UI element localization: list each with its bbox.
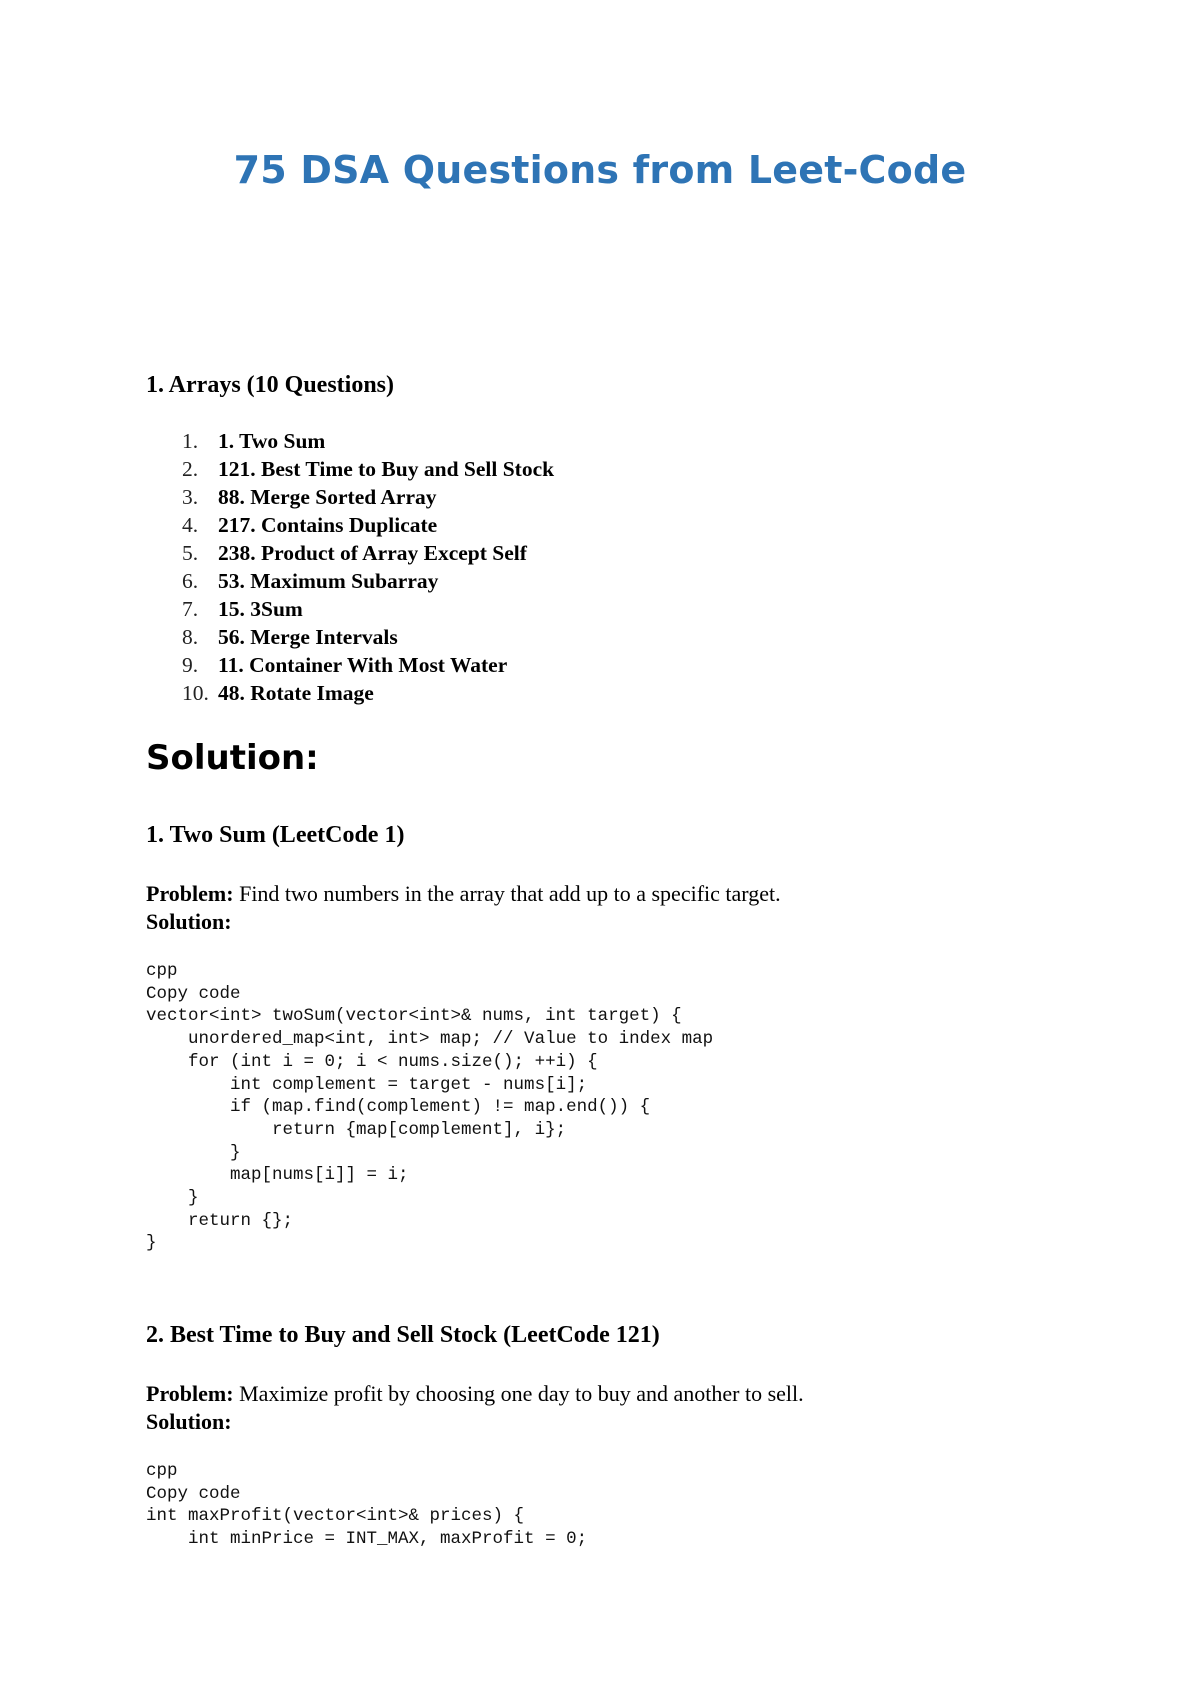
solution-title-two-sum: 1. Two Sum (LeetCode 1) xyxy=(146,822,405,848)
problem-text: Find two numbers in the array that add up to a specific target. xyxy=(239,881,781,906)
list-item xyxy=(146,679,554,707)
problem-label: Problem: xyxy=(146,1381,234,1406)
section-heading-arrays: 1. Arrays (10 Questions) xyxy=(146,372,394,398)
list-number: 9. xyxy=(182,653,199,677)
code-block: cpp Copy code vector<int> twoSum(vector<int>& nums, int target) { unordered_map<int, int> map; // Value to index map for (int i = 0; i < nums.size(); ++i) { int complement = target - nums[i]; if (map.find(complement) != map.end()) { return {map[complement], i}; } map[nums[i]] = i; } return {}; } xyxy=(146,961,714,1254)
list-item xyxy=(146,567,554,595)
problem-statement xyxy=(146,1380,804,1408)
list-item xyxy=(146,483,554,511)
list-number: 4. xyxy=(182,513,199,537)
question-title: 1. Two Sum xyxy=(218,429,326,453)
list-item xyxy=(146,455,554,483)
question-title: 48. Rotate Image xyxy=(218,681,374,705)
list-number: 1. xyxy=(182,429,199,453)
question-title: 53. Maximum Subarray xyxy=(218,569,439,593)
question-title: 11. Container With Most Water xyxy=(218,653,508,677)
question-title: 217. Contains Duplicate xyxy=(218,513,438,537)
question-title: 238. Product of Array Except Self xyxy=(218,541,527,565)
document-title: 75 DSA Questions from Leet-Code xyxy=(233,148,967,192)
list-number: 3. xyxy=(182,485,199,509)
question-title: 121. Best Time to Buy and Sell Stock xyxy=(218,457,555,481)
solution-label: Solution: xyxy=(146,909,232,934)
list-item xyxy=(146,595,554,623)
question-title: 88. Merge Sorted Array xyxy=(218,485,437,509)
list-item xyxy=(146,623,554,651)
problem-statement xyxy=(146,880,781,908)
list-item xyxy=(146,651,554,679)
list-item xyxy=(146,511,554,539)
list-item xyxy=(146,427,554,455)
solution-title-best-time: 2. Best Time to Buy and Sell Stock (LeetCode 121) xyxy=(146,1322,660,1348)
list-number: 6. xyxy=(182,569,199,593)
list-number: 7. xyxy=(182,597,199,621)
list-number: 2. xyxy=(182,457,199,481)
list-number: 10. xyxy=(182,681,209,705)
list-number: 5. xyxy=(182,541,199,565)
question-title: 15. 3Sum xyxy=(218,597,303,621)
list-item xyxy=(146,539,554,567)
solution-heading: Solution: xyxy=(146,738,319,778)
code-block: cpp Copy code int maxProfit(vector<int>& prices) { int minPrice = INT_MAX, maxProfit = 0; xyxy=(146,1461,588,1550)
solution-label-line xyxy=(146,1408,232,1436)
solution-label-line xyxy=(146,908,232,936)
list-number: 8. xyxy=(182,625,199,649)
problem-label: Problem: xyxy=(146,881,234,906)
question-title: 56. Merge Intervals xyxy=(218,625,398,649)
question-list xyxy=(146,427,554,707)
solution-label: Solution: xyxy=(146,1409,232,1434)
problem-text: Maximize profit by choosing one day to buy and another to sell. xyxy=(239,1381,804,1406)
